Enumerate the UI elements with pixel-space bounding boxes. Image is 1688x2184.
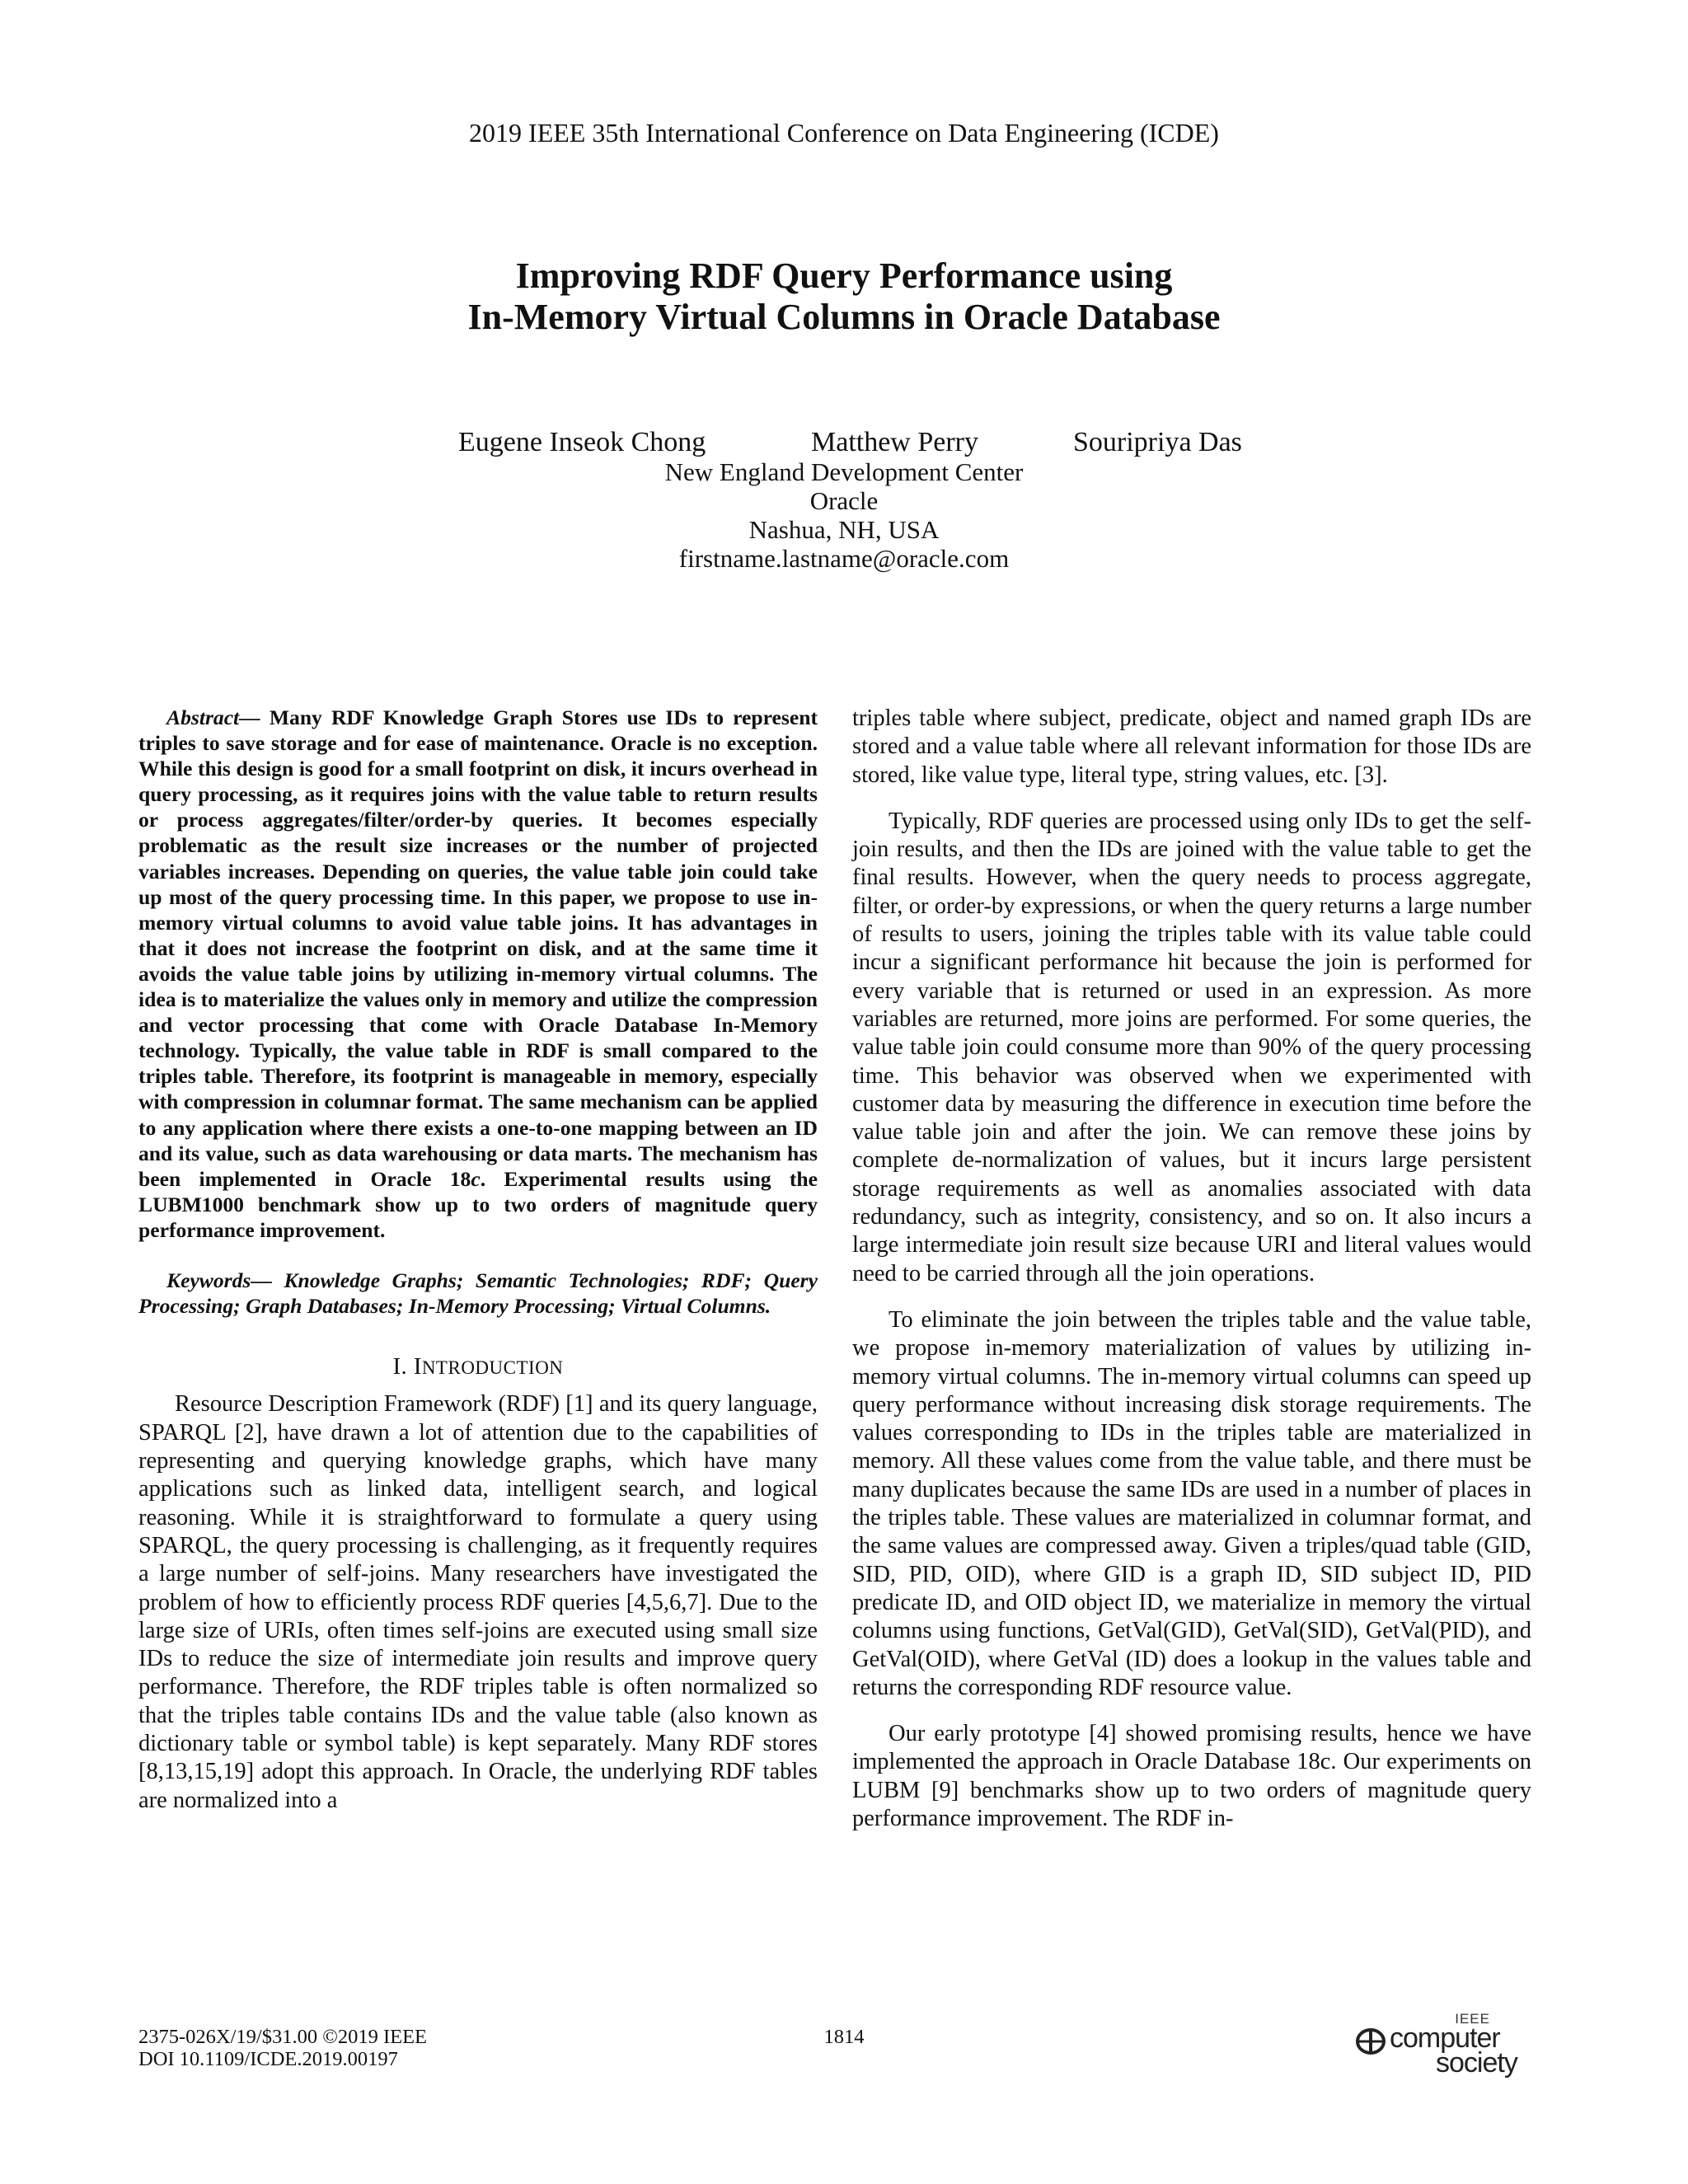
right-paragraph-3: To eliminate the join between the triples table and the value table, we propose in-memory materialization of values by utilizing in-memory virtual columns. The in-memory virtual columns can speed up query performance without increasing disk storage requirements. The values corresponding to IDs in the triples table are materialized in memory. All these values come from the value table, and there must be many duplicates because the same IDs are used in a number of places in the triples table. These values are materialized in columnar format, and the same values are compressed away. Given a triples/quad table (GID, SID, PID, OID), where GID is a graph ID, SID subject ID, PID predicate ID, and OID object ID, we materialize in memory the virtual columns using functions, GetVal(GID), GetVal(SID), GetVal(PID), and GetVal(OID), where GetVal (ID) does a lookup in the values table and returns the corresponding RDF resource value. [852, 1306, 1531, 1700]
logo-computer-text: computer [1390, 2022, 1500, 2054]
title-line-1: Improving RDF Query Performance using [515, 255, 1173, 296]
abstract-text-a: Many RDF Knowledge Graph Stores use IDs to represent triples to save storage and for ease of maintenance. Oracle is no exception. While this design is good for a small footprint on disk, it incurs overhead in query processing, as it requires joins with the value table to return results or process aggregates/filter/order-by queries. It becomes especially problematic as the result size increases or the number of projected variables increases. Depending on queries, the value table join could take up most of the query processing time. In this paper, we propose to use in-memory virtual columns to avoid value table joins. It has advantages in that it does not increase the footprint on disk, and at the same time it avoids the value table joins by utilizing in-memory virtual columns. The idea is to materialize the values only in memory and utilize the compression and vector processing that come with Oracle Database In-Memory technology. Typically, the value table in RDF is small compared to the triples table. Therefore, its footprint is manageable in memory, especially with compression in columnar format. The same mechanism can be applied to any application where there exists a one-to-one mapping between an ID and its value, such as data warehousing or data marts. The mechanism has been implemented in Oracle 18 [138, 705, 818, 1191]
author-2: Matthew Perry [811, 427, 979, 457]
ieee-computer-society-logo [1352, 2011, 1517, 2077]
intro-paragraph: Resource Description Framework (RDF) [1] and its query language, SPARQL [2], have drawn a lot of attention due to the capabilities of representing and querying knowledge graphs, which have many applications such as linked data, intelligent search, and logical reasoning. While it is straightforward to formulate a query using SPARQL, the query processing is challenging, as it frequently requires a large number of self-joins. Many researchers have investigated the problem of how to efficiently process RDF queries [4,5,6,7]. Due to the large size of URIs, often times self-joins are executed using small size IDs to reduce the size of intermediate join results and improve query performance. Therefore, the RDF triples table is often normalized so that the triples table contains IDs and the value table (also known as dictionary table or symbol table) is kept separately. Many RDF stores [8,13,15,19] adopt this approach. In Oracle, the underlying RDF tables are normalized into a [138, 1391, 818, 1813]
abstract-lead: Abstract— [166, 705, 260, 729]
logo-society-text: society [1436, 2047, 1517, 2079]
footer-publication-info [138, 2026, 427, 2070]
footer-issn: 2375-026X/19/$31.00 ©2019 IEEE [138, 2026, 428, 2048]
section-first-letter: I [413, 1354, 422, 1380]
section-heading-introduction [138, 1353, 818, 1382]
logo-mark-icon [1355, 2027, 1386, 2055]
page-number: 1814 [823, 2026, 865, 2048]
author-3: Souripriya Das [1073, 427, 1242, 457]
right-paragraph-4: Our early prototype [4] showed promising results, hence we have implemented the approach in Oracle Database 18c. Our experiments on LUBM [9] benchmarks show up to two orders of magnitude query performance improvement. The RDF in- [852, 1721, 1531, 1831]
keywords: Keywords— Knowledge Graphs; Semantic Technologies; RDF; Query Processing; Graph Databases; In-Memory Processing; Virtual Columns. [138, 1268, 818, 1319]
footer-doi: DOI 10.1109/ICDE.2019.00197 [138, 2048, 398, 2070]
abstract-text-b: . Experimental results using the LUBM1000 benchmark show up to two orders of magnitude query performance improvement. [138, 1166, 818, 1242]
right-column [852, 705, 1531, 1851]
affiliation-center: New England Development Center [664, 457, 1024, 486]
title-line-2: In-Memory Virtual Columns in Oracle Database [467, 297, 1221, 337]
left-column [138, 705, 818, 1815]
affiliation-location: Nashua, NH, USA [748, 515, 940, 544]
abstract [138, 705, 818, 1243]
logo-ieee-text: IEEE [1455, 2011, 1490, 2027]
right-paragraph-1: triples table where subject, predicate, object and named graph IDs are stored and a value table where all relevant information for those IDs are stored, like value type, literal type, string values, etc. [3]. [852, 705, 1531, 788]
section-number: I. [392, 1354, 408, 1380]
author-list [0, 426, 1688, 459]
right-paragraph-2: Typically, RDF queries are processed using only IDs to get the self-join results, and then the IDs are joined with the value table to get the final results. However, when the query needs to process aggregate, filter, or order-by expressions, or when the query returns a large number of results to users, joining the triples table with its value table could incur a significant performance hit because the join is performed for every variable that is returned or used in an expression. As more variables are returned, more joins are performed. For some queries, the value table join could consume more than 90% of the query processing time. This behavior was observed when we experimented with customer data by measuring the difference in execution time before the value table join and after the join. We can remove these joins by complete de-normalization of values, but it incurs large persistent storage requirements as well as anomalies associated with data redundancy, such as integrity, consistency, and so on. It also incurs a large intermediate join result size because URI and literal values would need to be carried through all the join operations. [852, 808, 1531, 1286]
conference-header: 2019 IEEE 35th International Conference on Data Engineering (ICDE) [469, 118, 1219, 148]
abstract-text-italic: c [471, 1166, 481, 1191]
paper-title [0, 255, 1688, 338]
section-title-rest: NTRODUCTION [421, 1357, 564, 1379]
affiliation [0, 457, 1688, 573]
author-1: Eugene Inseok Chong [458, 427, 706, 457]
affiliation-org: Oracle [809, 486, 879, 515]
affiliation-email: firstname.lastname@oracle.com [678, 544, 1010, 573]
